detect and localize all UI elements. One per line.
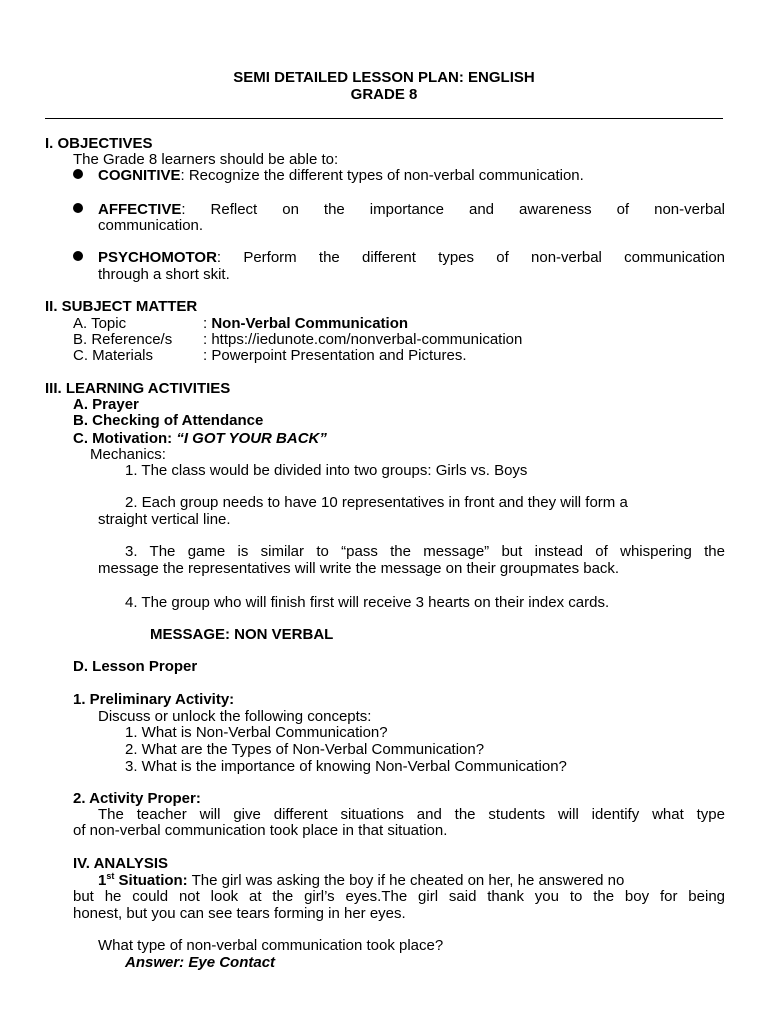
- subject-row-topic: A. Topic : Non-Verbal Communication: [73, 315, 409, 332]
- activity-proper-line-1: The teacher will give different situations and the students will identify what type: [98, 806, 725, 823]
- objectives-intro: The Grade 8 learners should be able to:: [73, 151, 339, 168]
- preliminary-item-3: 3. What is the importance of knowing Non-Verbal Communication?: [125, 758, 567, 775]
- activity-attendance: B. Checking of Attendance: [73, 412, 264, 429]
- objective-affective-cont: communication.: [98, 217, 204, 234]
- subject-matter-heading: II. SUBJECT MATTER: [45, 298, 198, 315]
- mechanics-step-4: 4. The group who will finish first will receive 3 hearts on their index cards.: [125, 594, 610, 611]
- objective-cognitive: COGNITIVE: Recognize the different types of non-verbal communication.: [73, 167, 584, 184]
- analysis-heading: IV. ANALYSIS: [73, 855, 169, 872]
- analysis-question: What type of non-verbal communication took place?: [98, 937, 444, 954]
- subject-row-reference: B. Reference/s : https://iedunote.com/nonverbal-communication: [73, 331, 523, 348]
- situation-line-2: but he could not look at the girl’s eyes.The girl said thank you to the boy for being: [73, 888, 725, 905]
- objectives-heading: I. OBJECTIVES: [45, 135, 153, 152]
- objective-psychomotor: PSYCHOMOTOR: Perform the different types of non-verbal communication: [73, 249, 725, 266]
- situation-line-3: honest, but you can see tears forming in her eyes.: [73, 905, 406, 922]
- subject-row-materials: C. Materials : Powerpoint Presentation and Pictures.: [73, 347, 467, 364]
- mechanics-step-3: 3. The game is similar to “pass the message” but instead of whispering the: [125, 543, 725, 560]
- mechanics-step-1: 1. The class would be divided into two groups: Girls vs. Boys: [125, 462, 528, 479]
- lesson-proper-heading: D. Lesson Proper: [73, 658, 198, 675]
- mechanics-label: Mechanics:: [90, 446, 166, 463]
- mechanics-step-2-cont: straight vertical line.: [98, 511, 231, 528]
- analysis-answer: Answer: Eye Contact: [125, 954, 276, 971]
- activity-proper-line-2: of non-verbal communication took place in that situation.: [73, 822, 448, 839]
- preliminary-intro: Discuss or unlock the following concepts:: [98, 708, 372, 725]
- objective-affective: AFFECTIVE: Reflect on the importance and awareness of non-verbal: [73, 201, 725, 218]
- document-grade: GRADE 8: [350, 86, 418, 103]
- mechanics-step-3-cont: message the representatives will write the message on their groupmates back.: [98, 560, 620, 577]
- bullet-icon: [73, 251, 83, 261]
- learning-activities-heading: III. LEARNING ACTIVITIES: [45, 380, 231, 397]
- message-label: MESSAGE: NON VERBAL: [150, 626, 334, 643]
- objective-psychomotor-cont: through a short skit.: [98, 266, 230, 283]
- activity-prayer: A. Prayer: [73, 396, 139, 413]
- preliminary-activity-heading: 1. Preliminary Activity:: [73, 691, 235, 708]
- document-title: SEMI DETAILED LESSON PLAN: ENGLISH: [233, 69, 535, 86]
- activity-proper-heading: 2. Activity Proper:: [73, 790, 201, 807]
- preliminary-item-2: 2. What are the Types of Non-Verbal Communication?: [125, 741, 485, 758]
- title-divider: [45, 118, 723, 119]
- bullet-icon: [73, 203, 83, 213]
- bullet-icon: [73, 169, 83, 179]
- activity-motivation: C. Motivation: “I GOT YOUR BACK”: [73, 430, 327, 447]
- situation-line-1: 1st Situation: The girl was asking the boy if he cheated on her, he answered no: [98, 871, 625, 889]
- preliminary-item-1: 1. What is Non-Verbal Communication?: [125, 724, 388, 741]
- mechanics-step-2: 2. Each group needs to have 10 representatives in front and they will form a: [125, 494, 628, 511]
